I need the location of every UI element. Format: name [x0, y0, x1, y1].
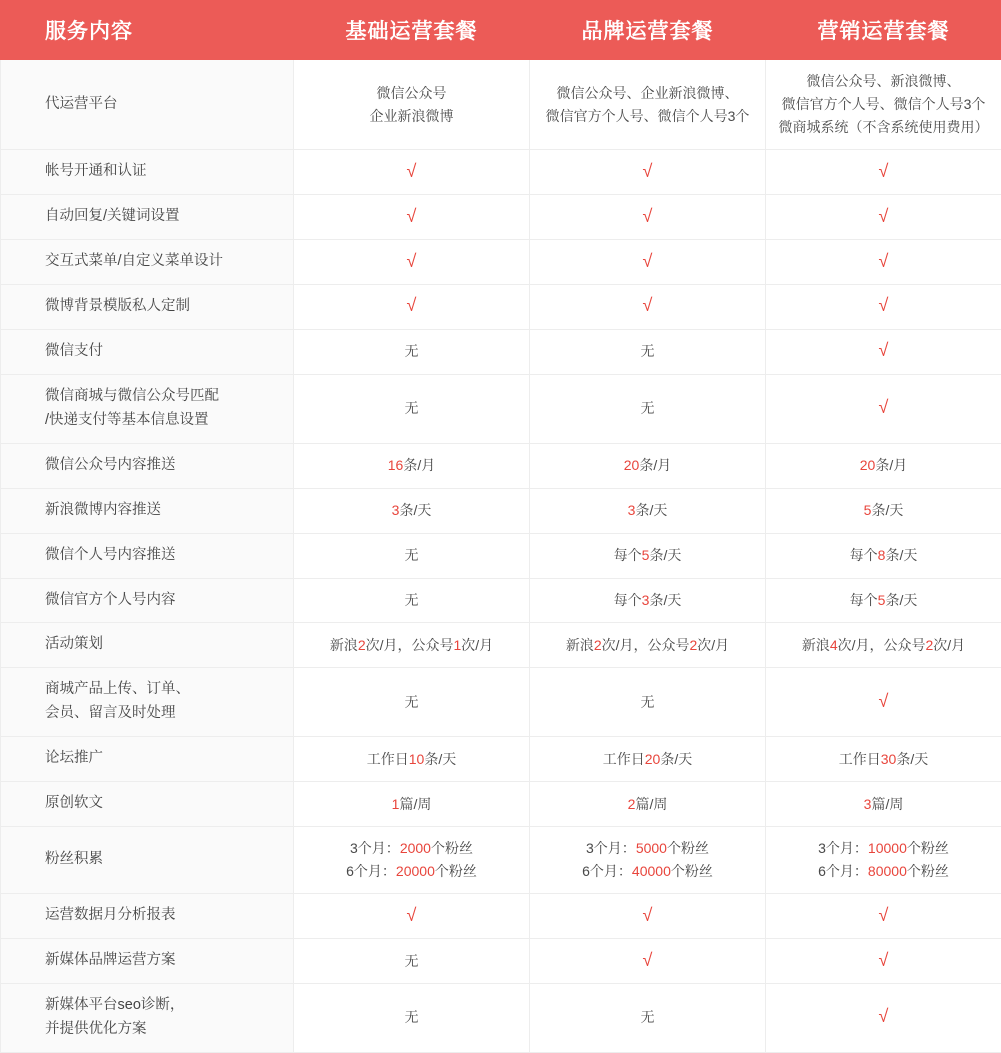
cell-text-line: [302, 860, 521, 883]
none-label: 无: [641, 694, 655, 710]
cell-value-text: 条/天: [660, 751, 692, 767]
cell-text-line: [774, 860, 993, 883]
cell-value-number: 4: [830, 637, 838, 653]
cell-text-line: [774, 634, 993, 657]
feature-label: [1, 150, 294, 195]
cell-value-text: 工作日: [603, 751, 645, 767]
feature-label-line: 微信个人号内容推送: [45, 544, 281, 568]
cell-value-text: 个粉丝: [431, 840, 473, 856]
cell-value-number: 20: [624, 457, 640, 473]
feature-label-line: 代运营平台: [45, 93, 281, 117]
cell-value-text: 3个月：: [818, 840, 868, 856]
cell-value-number: 20: [860, 457, 876, 473]
cell-value-text: 个粉丝: [907, 840, 949, 856]
cell-value-number: 3: [628, 502, 636, 518]
cell-basic: [294, 984, 530, 1053]
feature-label: [1, 578, 294, 623]
cell-value-text: 篇/周: [399, 796, 431, 812]
cell-basic: [294, 329, 530, 374]
cell-value-text: 6个月：: [346, 863, 396, 879]
table-row: [1, 285, 1001, 330]
cell-value-text: 次/月，公众号: [838, 637, 926, 653]
cell-brand: [530, 737, 766, 782]
cell-marketing: [766, 443, 1001, 488]
cell-basic: [294, 150, 530, 195]
cell-value-text: 条/月: [875, 457, 907, 473]
check-icon: √: [643, 162, 653, 180]
feature-label: [1, 240, 294, 285]
table-row: [1, 623, 1001, 668]
cell-brand: [530, 488, 766, 533]
cell-text-line: 微信公众号、企业新浪微博、: [538, 82, 757, 105]
feature-label-line: 微博背景模版私人定制: [45, 295, 281, 319]
cell-value-text: 次/月: [461, 637, 493, 653]
cell-basic: [294, 488, 530, 533]
table-row: [1, 782, 1001, 827]
cell-marketing: [766, 578, 1001, 623]
cell-value-number: 5: [864, 502, 872, 518]
cell-value-text: 每个: [850, 547, 878, 563]
check-icon: √: [407, 207, 417, 225]
cell-marketing: [766, 329, 1001, 374]
cell-value-number: 1: [392, 796, 400, 812]
check-icon: √: [879, 341, 889, 359]
table-row: [1, 668, 1001, 737]
cell-marketing: [766, 623, 1001, 668]
cell-value-number: 2000: [400, 840, 431, 856]
check-icon: √: [879, 207, 889, 225]
cell-text-line: 企业新浪微博: [302, 105, 521, 128]
cell-marketing: [766, 827, 1001, 894]
cell-value-text: 新浪: [802, 637, 830, 653]
cell-text-line: [774, 454, 993, 477]
cell-value-text: 6个月：: [582, 863, 632, 879]
none-label: 无: [405, 1009, 419, 1025]
cell-text-line: 微信官方个人号、微信个人号3个: [538, 105, 757, 128]
feature-label-line: 论坛推广: [45, 747, 281, 771]
table-row: [1, 939, 1001, 984]
cell-basic: [294, 443, 530, 488]
feature-label-line: 新媒体平台seo诊断，: [45, 994, 281, 1018]
cell-text-line: [538, 837, 757, 860]
cell-text-line: 微信公众号、新浪微博、: [774, 70, 993, 93]
cell-value-text: 个粉丝: [435, 863, 477, 879]
cell-value-number: 30: [881, 751, 897, 767]
feature-label: [1, 285, 294, 330]
column-header-plan-marketing: 营销运营套餐: [766, 1, 1001, 60]
cell-value-text: 条/天: [399, 502, 431, 518]
feature-label: [1, 488, 294, 533]
cell-value-number: 3: [864, 796, 872, 812]
cell-brand: [530, 285, 766, 330]
cell-value-text: 条/月: [403, 457, 435, 473]
feature-label: [1, 60, 294, 150]
cell-value-number: 5000: [636, 840, 667, 856]
check-icon: √: [643, 207, 653, 225]
cell-text-line: [774, 793, 993, 816]
feature-label: [1, 533, 294, 578]
cell-value-text: 新浪: [566, 637, 594, 653]
cell-value-text: 条/天: [885, 547, 917, 563]
cell-text-line: [538, 589, 757, 612]
cell-value-number: 10000: [868, 840, 907, 856]
cell-value-text: 次/月，公众号: [602, 637, 690, 653]
feature-label: [1, 668, 294, 737]
column-header-plan-brand: 品牌运营套餐: [530, 1, 766, 60]
cell-marketing: [766, 150, 1001, 195]
cell-value-number: 20000: [396, 863, 435, 879]
cell-value-text: 条/天: [649, 592, 681, 608]
feature-label: [1, 195, 294, 240]
cell-basic: [294, 240, 530, 285]
cell-basic: [294, 578, 530, 623]
none-label: 无: [641, 1009, 655, 1025]
check-icon: √: [643, 951, 653, 969]
cell-brand: [530, 623, 766, 668]
cell-marketing: [766, 894, 1001, 939]
cell-marketing: [766, 60, 1001, 150]
cell-text-line: [302, 837, 521, 860]
feature-label-line: 微信公众号内容推送: [45, 454, 281, 478]
cell-value-text: 条/天: [649, 547, 681, 563]
feature-label-line: 活动策划: [45, 633, 281, 657]
cell-marketing: [766, 939, 1001, 984]
cell-value-number: 5: [878, 592, 886, 608]
table-row: [1, 240, 1001, 285]
none-label: 无: [641, 343, 655, 359]
cell-basic: [294, 623, 530, 668]
cell-text-line: [538, 860, 757, 883]
cell-basic: [294, 195, 530, 240]
cell-value-number: 10: [409, 751, 425, 767]
cell-brand: [530, 894, 766, 939]
feature-label-line: 新媒体品牌运营方案: [45, 949, 281, 973]
feature-label-line: 微信商城与微信公众号匹配: [45, 385, 281, 409]
cell-brand: [530, 150, 766, 195]
cell-text-line: [302, 793, 521, 816]
feature-label-line: 运营数据月分析报表: [45, 904, 281, 928]
cell-value-text: 篇/周: [871, 796, 903, 812]
cell-brand: [530, 240, 766, 285]
cell-text-line: [538, 634, 757, 657]
check-icon: √: [879, 252, 889, 270]
cell-brand: [530, 329, 766, 374]
none-label: 无: [405, 400, 419, 416]
feature-label: [1, 443, 294, 488]
check-icon: √: [407, 906, 417, 924]
cell-value-number: 2: [926, 637, 934, 653]
table-header: [1, 1, 1001, 60]
cell-value-number: 2: [594, 637, 602, 653]
cell-value-number: 2: [358, 637, 366, 653]
check-icon: √: [879, 951, 889, 969]
cell-brand: [530, 827, 766, 894]
feature-label-line: 原创软文: [45, 792, 281, 816]
table-row: [1, 195, 1001, 240]
feature-label: [1, 623, 294, 668]
feature-label-line: 交互式菜单/自定义菜单设计: [45, 250, 281, 274]
table-body: [1, 60, 1001, 1053]
cell-value-number: 8: [878, 547, 886, 563]
table-header-row: [1, 1, 1001, 60]
cell-basic: [294, 60, 530, 150]
cell-brand: [530, 374, 766, 443]
check-icon: √: [879, 692, 889, 710]
cell-text-line: [774, 748, 993, 771]
cell-basic: [294, 374, 530, 443]
cell-value-number: 20: [645, 751, 661, 767]
feature-label-line: 商城产品上传、订单、: [45, 678, 281, 702]
cell-value-number: 80000: [868, 863, 907, 879]
check-icon: √: [879, 1007, 889, 1025]
cell-text-line: [774, 499, 993, 522]
cell-basic: [294, 894, 530, 939]
feature-label: [1, 782, 294, 827]
cell-text-line: [302, 634, 521, 657]
cell-value-text: 次/月: [697, 637, 729, 653]
cell-marketing: [766, 737, 1001, 782]
column-header-feature: 服务内容: [1, 1, 294, 60]
cell-brand: [530, 195, 766, 240]
table-row: [1, 737, 1001, 782]
cell-text-line: [302, 748, 521, 771]
cell-value-number: 5: [642, 547, 650, 563]
cell-value-number: 1: [454, 637, 462, 653]
feature-label-line: 自动回复/关键词设置: [45, 205, 281, 229]
feature-label-line: 微信官方个人号内容: [45, 589, 281, 613]
check-icon: √: [879, 398, 889, 416]
none-label: 无: [405, 547, 419, 563]
cell-text-line: [302, 454, 521, 477]
cell-text-line: [538, 454, 757, 477]
cell-value-text: 3个月：: [350, 840, 400, 856]
cell-value-text: 工作日: [839, 751, 881, 767]
check-icon: √: [407, 162, 417, 180]
cell-basic: [294, 782, 530, 827]
check-icon: √: [407, 296, 417, 314]
check-icon: √: [643, 296, 653, 314]
table-row: [1, 578, 1001, 623]
cell-value-text: 次/月: [933, 637, 965, 653]
check-icon: √: [643, 906, 653, 924]
feature-label-line: 微信支付: [45, 340, 281, 364]
cell-brand: [530, 443, 766, 488]
cell-brand: [530, 533, 766, 578]
cell-value-text: 每个: [850, 592, 878, 608]
cell-value-text: 篇/周: [635, 796, 667, 812]
cell-marketing: [766, 240, 1001, 285]
cell-brand: [530, 578, 766, 623]
cell-brand: [530, 668, 766, 737]
cell-value-number: 3: [392, 502, 400, 518]
cell-text-line: [538, 793, 757, 816]
cell-value-text: 条/天: [424, 751, 456, 767]
cell-text-line: [538, 544, 757, 567]
feature-label: [1, 329, 294, 374]
cell-text-line: [774, 837, 993, 860]
cell-value-text: 每个: [614, 547, 642, 563]
cell-text-line: [538, 748, 757, 771]
table-row: [1, 374, 1001, 443]
cell-text-line: [774, 589, 993, 612]
cell-brand: [530, 939, 766, 984]
table-row: [1, 894, 1001, 939]
cell-brand: [530, 984, 766, 1053]
table-row: [1, 329, 1001, 374]
feature-label-line: 并提供优化方案: [45, 1018, 281, 1042]
cell-marketing: [766, 374, 1001, 443]
cell-marketing: [766, 533, 1001, 578]
cell-value-text: 个粉丝: [907, 863, 949, 879]
cell-text-line: [538, 499, 757, 522]
column-header-plan-basic: 基础运营套餐: [294, 1, 530, 60]
table-row: [1, 443, 1001, 488]
cell-text-line: 微商城系统（不含系统使用费用）: [774, 116, 993, 139]
cell-value-text: 条/天: [885, 592, 917, 608]
cell-marketing: [766, 285, 1001, 330]
feature-label-line: 帐号开通和认证: [45, 160, 281, 184]
cell-text-line: [302, 499, 521, 522]
cell-basic: [294, 533, 530, 578]
check-icon: √: [407, 252, 417, 270]
table-row: [1, 60, 1001, 150]
table-row: [1, 984, 1001, 1053]
cell-value-text: 6个月：: [818, 863, 868, 879]
cell-value-text: 工作日: [367, 751, 409, 767]
cell-basic: [294, 737, 530, 782]
feature-label: [1, 374, 294, 443]
cell-marketing: [766, 984, 1001, 1053]
feature-label-line: 粉丝积累: [45, 848, 281, 872]
feature-label: [1, 984, 294, 1053]
cell-marketing: [766, 195, 1001, 240]
cell-value-number: 16: [388, 457, 404, 473]
cell-value-text: 条/天: [635, 502, 667, 518]
feature-label: [1, 939, 294, 984]
check-icon: √: [879, 296, 889, 314]
table-row: [1, 150, 1001, 195]
cell-value-text: 条/月: [639, 457, 671, 473]
cell-text-line: 微信官方个人号、微信个人号3个: [774, 93, 993, 116]
cell-marketing: [766, 488, 1001, 533]
cell-basic: [294, 827, 530, 894]
none-label: 无: [641, 400, 655, 416]
cell-value-number: 2: [628, 796, 636, 812]
cell-basic: [294, 939, 530, 984]
feature-label: [1, 827, 294, 894]
check-icon: √: [879, 906, 889, 924]
cell-brand: [530, 782, 766, 827]
table-row: [1, 827, 1001, 894]
cell-value-text: 条/天: [871, 502, 903, 518]
cell-basic: [294, 285, 530, 330]
cell-value-text: 新浪: [330, 637, 358, 653]
check-icon: √: [879, 162, 889, 180]
table-row: [1, 533, 1001, 578]
table-row: [1, 488, 1001, 533]
cell-value-text: 个粉丝: [671, 863, 713, 879]
cell-marketing: [766, 668, 1001, 737]
cell-basic: [294, 668, 530, 737]
cell-value-number: 2: [690, 637, 698, 653]
none-label: 无: [405, 592, 419, 608]
check-icon: √: [643, 252, 653, 270]
cell-value-text: 个粉丝: [667, 840, 709, 856]
feature-label: [1, 894, 294, 939]
cell-marketing: [766, 782, 1001, 827]
cell-brand: [530, 60, 766, 150]
cell-value-text: 次/月，公众号: [366, 637, 454, 653]
feature-label-line: 会员、留言及时处理: [45, 702, 281, 726]
cell-value-number: 3: [642, 592, 650, 608]
feature-label-line: 新浪微博内容推送: [45, 499, 281, 523]
none-label: 无: [405, 343, 419, 359]
cell-value-text: 每个: [614, 592, 642, 608]
cell-text-line: 微信公众号: [302, 82, 521, 105]
cell-text-line: [774, 544, 993, 567]
none-label: 无: [405, 953, 419, 969]
cell-value-text: 3个月：: [586, 840, 636, 856]
feature-label: [1, 737, 294, 782]
feature-label-line: /快递支付等基本信息设置: [45, 409, 281, 433]
cell-value-number: 40000: [632, 863, 671, 879]
cell-value-text: 条/天: [896, 751, 928, 767]
none-label: 无: [405, 694, 419, 710]
